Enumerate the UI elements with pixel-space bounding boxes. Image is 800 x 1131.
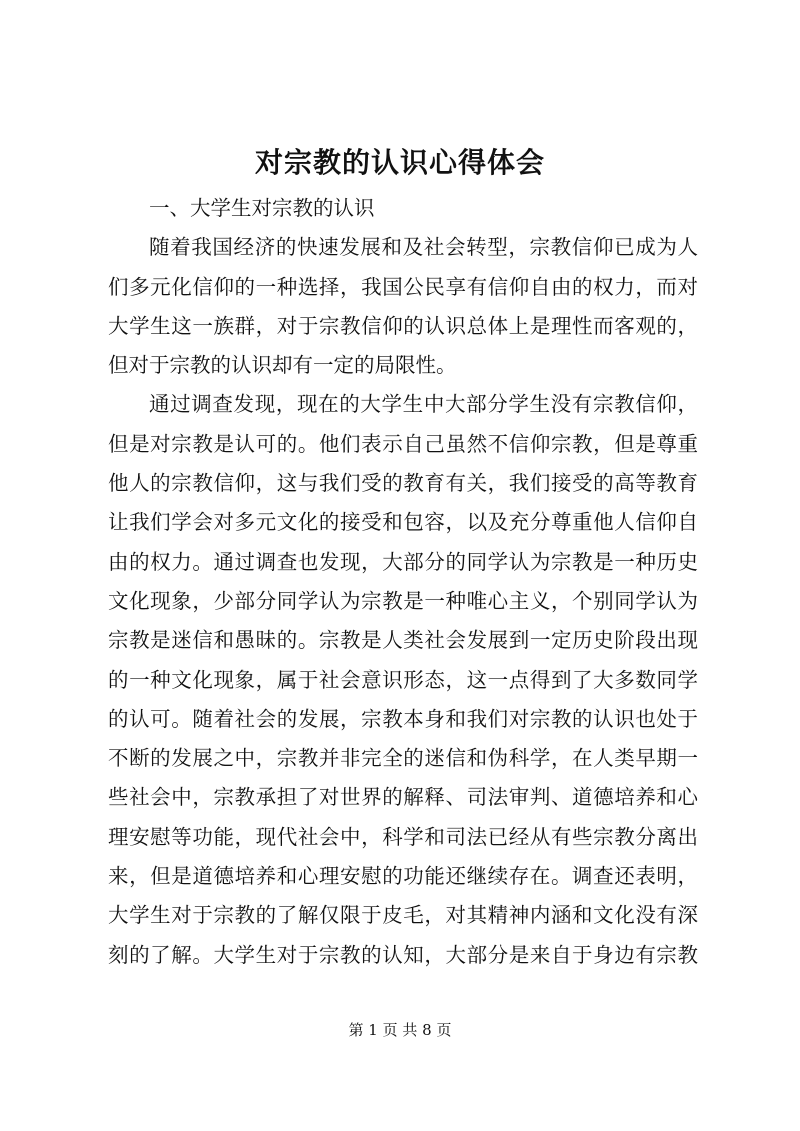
text-line: 理安慰等功能，现代社会中，科学和司法已经从有些宗教分离出 [108,824,698,849]
text-line: 的认可。随着社会的发展，宗教本身和我们对宗教的认识也处于 [108,706,698,731]
text-line: 随着我国经济的快速发展和及社会转型，宗教信仰已成为人 [149,235,698,260]
text-line: 由的权力。通过调查也发现，大部分的同学认为宗教是一种历史 [108,549,698,574]
text-line: 通过调查发现，现在的大学生中大部分学生没有宗教信仰， [149,392,698,417]
text-line: 们多元化信仰的一种选择，我国公民享有信仰自由的权力，而对 [108,274,698,299]
text-line: 大学生对于宗教的了解仅限于皮毛，对其精神内涵和文化没有深 [108,903,698,928]
text-line: 大学生这一族群，对于宗教信仰的认识总体上是理性而客观的， [108,313,698,338]
text-line: 些社会中，宗教承担了对世界的解释、司法审判、道德培养和心 [108,785,698,810]
text-line: 他人的宗教信仰，这与我们受的教育有关，我们接受的高等教育 [108,471,698,496]
text-line: 让我们学会对多元文化的接受和包容，以及充分尊重他人信仰自 [108,510,698,535]
section-heading: 一、大学生对宗教的认识 [149,196,375,220]
text-line: 的一种文化现象，属于社会意识形态，这一点得到了大多数同学 [108,667,698,692]
text-line: 但对于宗教的认识却有一定的局限性。 [108,353,457,378]
page-footer: 第 1 页 共 8 页 [348,1021,452,1039]
document-title: 对宗教的认识心得体会 [254,146,545,179]
text-line: 宗教是迷信和愚昧的。宗教是人类社会发展到一定历史阶段出现 [108,628,698,653]
text-line: 来，但是道德培养和心理安慰的功能还继续存在。调查还表明， [108,864,698,889]
text-line: 刻的了解。大学生对于宗教的认知，大部分是来自于身边有宗教 [108,942,698,967]
text-line: 但是对宗教是认可的。他们表示自己虽然不信仰宗教，但是尊重 [108,431,698,456]
document-body [108,189,698,975]
text-line: 不断的发展之中，宗教并非完全的迷信和伪科学，在人类早期一 [108,746,698,771]
text-line: 文化现象，少部分同学认为宗教是一种唯心主义，个别同学认为 [108,588,698,613]
